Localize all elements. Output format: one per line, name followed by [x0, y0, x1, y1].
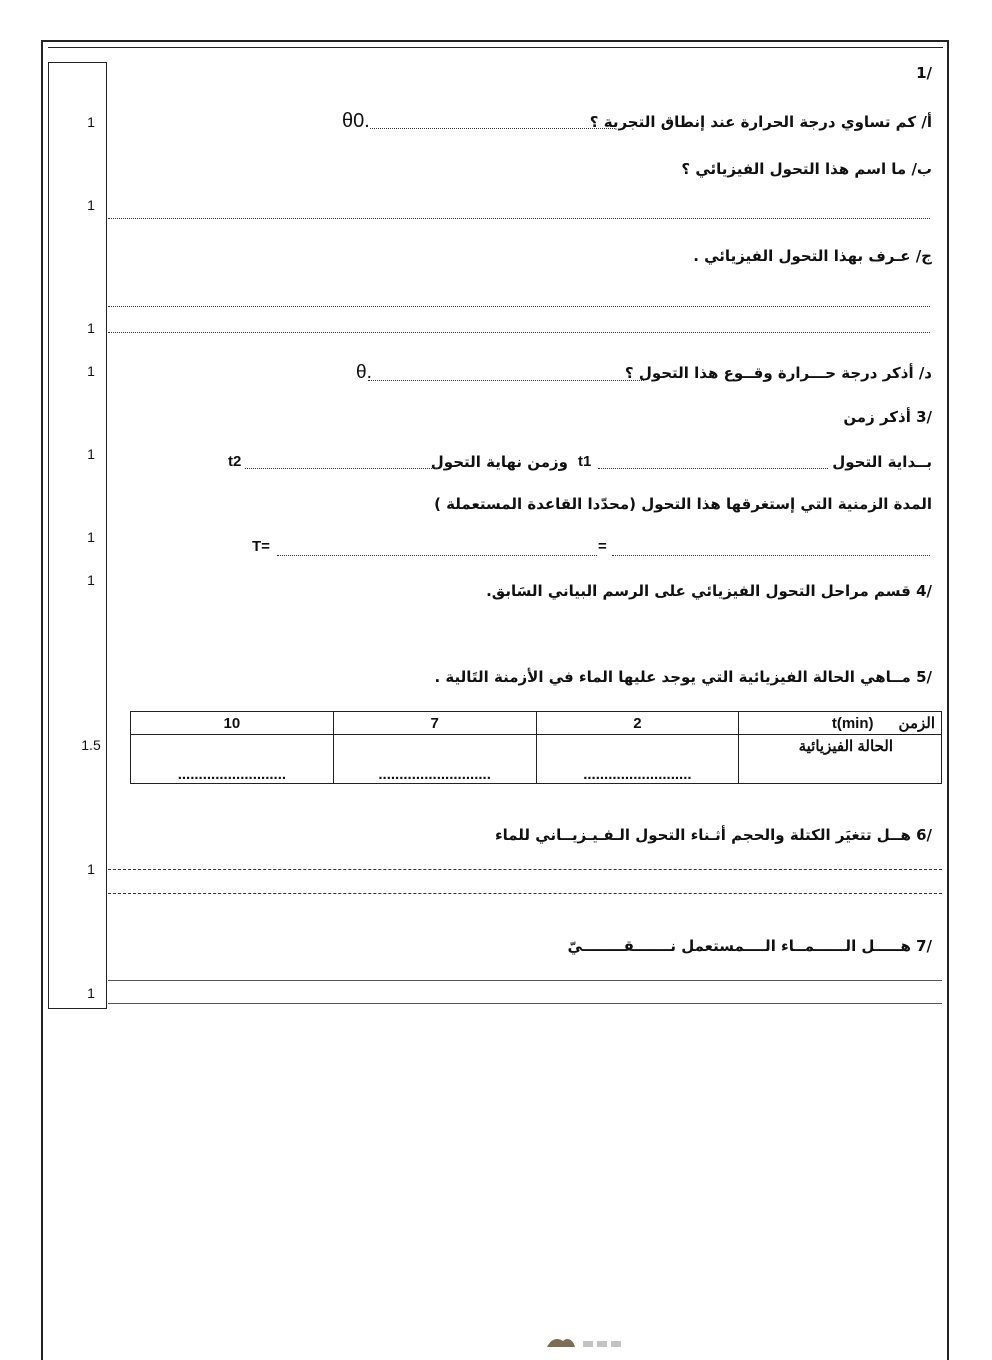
- q1a-text: أ/ كم تساوي درجة الحرارة عند إنطاق التجربة ؟: [589, 113, 932, 131]
- t2-answer-line[interactable]: [245, 468, 440, 469]
- T-result-line[interactable]: [612, 555, 930, 556]
- t2-symbol: t2: [228, 453, 242, 470]
- mark-q5: 1.5: [81, 737, 101, 753]
- mark-q7: 1: [87, 985, 95, 1001]
- q1c-text: ج/ عـرف بهذا التحول الفيزيائي .: [693, 247, 932, 265]
- state-blank-2[interactable]: ..........................: [536, 735, 739, 784]
- time-label: الزمن: [898, 715, 935, 732]
- states-table: [130, 711, 942, 784]
- inner-top-rule: [48, 47, 943, 48]
- T-label: T=: [252, 538, 270, 555]
- mark-q6: 1: [87, 861, 95, 877]
- q3-end-label: وزمن نهاية التحول: [430, 453, 568, 471]
- time-2: 2: [536, 712, 739, 735]
- q1-number: /1: [916, 64, 932, 82]
- q3-start-label: بــداية التحول: [832, 453, 932, 471]
- q1d-answer-line[interactable]: [368, 380, 644, 381]
- state-blank-10[interactable]: ..........................: [131, 735, 334, 784]
- equals-sign: =: [598, 538, 607, 555]
- mark-q1c: 1: [87, 320, 95, 336]
- q7-answer-line-2[interactable]: [108, 1003, 942, 1004]
- q1b-text: ب/ ما اسم هذا التحول الفيزيائي ؟: [681, 160, 932, 178]
- q1d-text: د/ أذكر درجة حـــرارة وقــوع هذا التحول ؟: [624, 364, 932, 382]
- q4-text: /4 قسم مراحل التحول الفيزيائي على الرسم البياني السَابق.: [486, 582, 932, 600]
- q1a-answer-line[interactable]: [370, 128, 615, 129]
- mark-q3-duration: 1: [87, 529, 95, 545]
- state-blank-7[interactable]: ...........................: [333, 735, 536, 784]
- mark-q1a: 1: [87, 114, 95, 130]
- theta0-symbol: θ0.: [342, 110, 370, 132]
- mark-q4: 1: [87, 572, 95, 588]
- q6-text: /6 هــل تتغيَر الكتلة والحجم أثـناء التحول الـفـيـزيــاني للماء: [494, 826, 932, 844]
- T-expression-line[interactable]: [277, 555, 597, 556]
- mark-q3-times: 1: [87, 446, 95, 462]
- q1c-answer-line-1[interactable]: [108, 306, 930, 307]
- footer-logo-icon: [545, 1333, 635, 1347]
- page-border: [41, 40, 949, 1360]
- q1c-answer-line-2[interactable]: [108, 332, 930, 333]
- q6-answer-line-1[interactable]: [108, 869, 942, 870]
- t1-symbol: t1: [578, 453, 592, 470]
- q3-duration-text: المدة الزمنية التي إستغرقها هذا التحول (محدّدا القاعدة المستعملة ): [434, 495, 932, 513]
- state-header: الحالة الفيزيائية: [739, 735, 942, 784]
- time-header: [739, 712, 942, 735]
- mark-q1b: 1: [87, 197, 95, 213]
- q7-text: /7 هـــــل الــــــمــاء الــــمستعمل نـــــــقــــــــيّ: [567, 937, 932, 955]
- time-unit: t(min): [831, 715, 874, 732]
- time-10: 10: [131, 712, 334, 735]
- mark-q1d: 1: [87, 363, 95, 379]
- t1-answer-line[interactable]: [598, 468, 828, 469]
- q6-answer-line-2[interactable]: [108, 893, 942, 894]
- q5-text: /5 مــاهي الحالة الفيزيائية التي يوجد عليها الماء في الأزمنة التَالية .: [434, 668, 932, 686]
- q1b-answer-line[interactable]: [108, 218, 930, 219]
- theta-symbol: θ.: [356, 362, 372, 383]
- time-7: 7: [333, 712, 536, 735]
- q7-answer-line-1[interactable]: [108, 980, 942, 981]
- q3-title: /3 أذكر زمن: [843, 408, 932, 426]
